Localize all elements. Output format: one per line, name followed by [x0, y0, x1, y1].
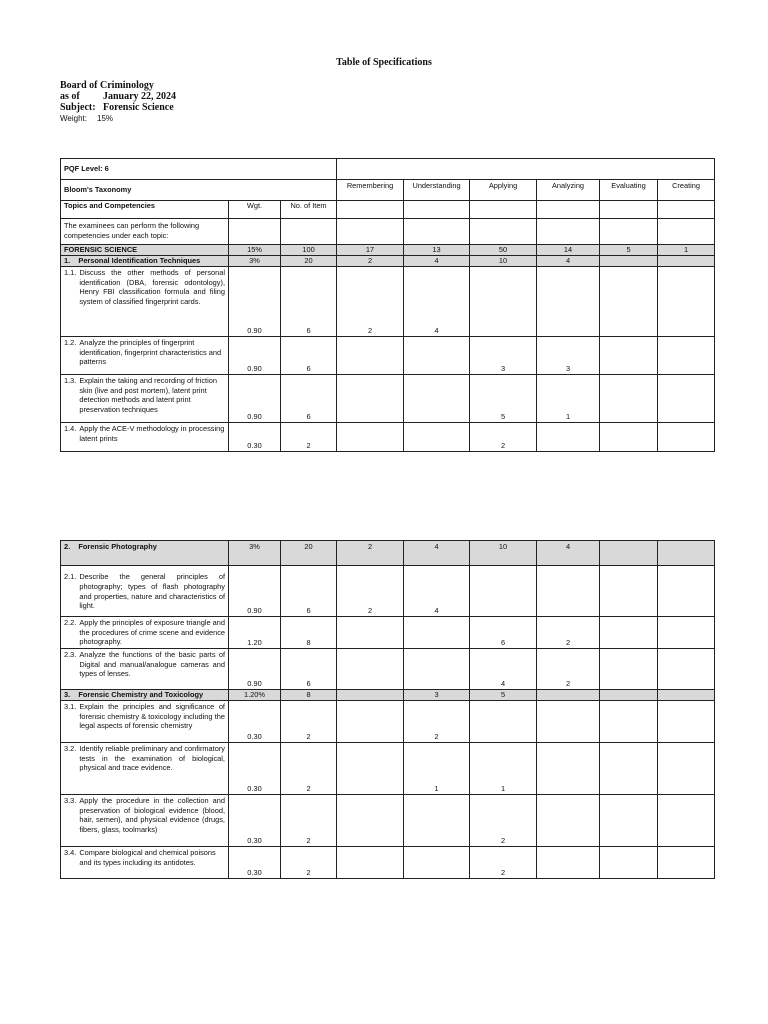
competency-cell [61, 267, 229, 337]
competency-understanding [404, 617, 470, 649]
weight-label: Weight: [60, 114, 87, 123]
competency-applying: 2 [470, 423, 537, 452]
total-creating: 1 [658, 245, 715, 256]
competency-cell [61, 649, 229, 690]
competency-items: 8 [281, 617, 337, 649]
pqf-level: PQF Level: 6 [61, 159, 337, 180]
topic-analyzing: 4 [537, 541, 600, 566]
subject-value: Forensic Science [103, 102, 174, 113]
subject-label: Subject: [60, 102, 96, 113]
competency-understanding: 1 [404, 743, 470, 795]
total-analyzing: 14 [537, 245, 600, 256]
competency-applying: 2 [470, 795, 537, 847]
level-analyzing: Analyzing [537, 180, 600, 201]
competency-cell [61, 337, 229, 375]
total-remembering: 17 [337, 245, 404, 256]
competency-understanding [404, 423, 470, 452]
competency-number: 2.1. [64, 572, 77, 582]
document-header [60, 80, 176, 124]
topics-header: Topics and Competencies [61, 201, 229, 219]
competency-row [61, 337, 715, 375]
competency-cell [61, 743, 229, 795]
competency-remembering [337, 743, 404, 795]
competency-items: 2 [281, 847, 337, 879]
total-applying: 50 [470, 245, 537, 256]
topic-label: Forensic Photography [78, 542, 157, 551]
competency-items: 2 [281, 423, 337, 452]
competency-remembering [337, 337, 404, 375]
competency-number: 1.4. [64, 424, 77, 433]
competency-row [61, 795, 715, 847]
topic-wgt: 1.20% [229, 690, 281, 701]
competency-number: 1.1. [64, 268, 77, 277]
level-applying: Applying [470, 180, 537, 201]
total-evaluating: 5 [600, 245, 658, 256]
competency-wgt: 0.90 [229, 649, 281, 690]
competency-applying: 5 [470, 375, 537, 423]
as-of-date: January 22, 2024 [103, 91, 177, 102]
competency-applying: 2 [470, 847, 537, 879]
topic-understanding: 4 [404, 256, 470, 267]
competency-analyzing: 2 [537, 617, 600, 649]
competency-number: 2.2. [64, 618, 77, 627]
competency-wgt: 0.30 [229, 423, 281, 452]
competency-items: 6 [281, 566, 337, 617]
competency-items: 2 [281, 743, 337, 795]
level-understanding: Understanding [404, 180, 470, 201]
competency-analyzing: 2 [537, 649, 600, 690]
competency-applying: 3 [470, 337, 537, 375]
competency-analyzing [537, 701, 600, 743]
competency-row [61, 617, 715, 649]
competency-items: 2 [281, 795, 337, 847]
topic-analyzing [537, 690, 600, 701]
topic-title [61, 256, 229, 267]
competency-remembering [337, 423, 404, 452]
competency-applying: 4 [470, 649, 537, 690]
competency-row [61, 847, 715, 879]
competency-text: Apply the principles of exposure triangle and the procedures of crime scene and evidence photography. [79, 618, 225, 647]
topic-remembering [337, 690, 404, 701]
competency-number: 3.1. [64, 702, 77, 711]
competency-analyzing: 1 [537, 375, 600, 423]
level-remembering: Remembering [337, 180, 404, 201]
competency-understanding [404, 847, 470, 879]
competency-remembering [337, 847, 404, 879]
subject-row [60, 102, 176, 113]
competency-text: Analyze the functions of the basic parts of Digital and manual/analogue cameras and types of lenses. [79, 650, 225, 679]
competency-applying [470, 701, 537, 743]
competency-understanding: 4 [404, 267, 470, 337]
competency-remembering [337, 701, 404, 743]
topic-label: Forensic Chemistry and Toxicology [78, 690, 204, 700]
topic-items: 20 [281, 541, 337, 566]
competency-remembering [337, 617, 404, 649]
competency-row [61, 267, 715, 337]
competency-cell [61, 423, 229, 452]
competency-analyzing [537, 566, 600, 617]
total-row [61, 245, 715, 256]
competency-number: 3.2. [64, 744, 77, 753]
competency-cell [61, 795, 229, 847]
competency-wgt: 0.30 [229, 701, 281, 743]
competency-analyzing [537, 847, 600, 879]
competency-analyzing [537, 267, 600, 337]
document-title: Table of Specifications [336, 57, 432, 68]
weight-row [60, 113, 176, 124]
competency-wgt: 0.90 [229, 267, 281, 337]
topic-analyzing: 4 [537, 256, 600, 267]
competency-row [61, 701, 715, 743]
competency-text: Apply the ACE-V methodology in processing latent prints [79, 424, 225, 443]
competency-items: 6 [281, 337, 337, 375]
competency-number: 1.3. [64, 376, 77, 385]
competency-wgt: 1.20 [229, 617, 281, 649]
competency-understanding: 2 [404, 701, 470, 743]
column-header-row [61, 201, 715, 219]
specification-table-1 [60, 158, 715, 452]
competency-wgt: 0.30 [229, 847, 281, 879]
topic-number: 3. [64, 690, 71, 700]
competency-analyzing [537, 795, 600, 847]
competency-wgt: 0.90 [229, 375, 281, 423]
topic-applying: 10 [470, 256, 537, 267]
competency-remembering [337, 375, 404, 423]
total-wgt: 15% [229, 245, 281, 256]
competency-number: 2.3. [64, 650, 77, 659]
competency-remembering [337, 649, 404, 690]
competency-row [61, 375, 715, 423]
competency-number: 1.2. [64, 338, 77, 347]
level-evaluating: Evaluating [600, 180, 658, 201]
competency-applying: 1 [470, 743, 537, 795]
wgt-header: Wgt. [229, 201, 281, 219]
topic-remembering: 2 [337, 256, 404, 267]
topic-wgt: 3% [229, 541, 281, 566]
competency-wgt: 0.30 [229, 795, 281, 847]
competency-cell [61, 566, 229, 617]
competency-understanding [404, 375, 470, 423]
competency-text: Explain the taking and recording of friction skin (live and post mortem), latent print detection methods and latent print preservation techniques [79, 376, 217, 414]
competency-number: 3.4. [64, 848, 77, 857]
competency-understanding [404, 795, 470, 847]
topic-applying: 10 [470, 541, 537, 566]
topic-applying: 5 [470, 690, 537, 701]
topic-remembering: 2 [337, 541, 404, 566]
topic-items: 20 [281, 256, 337, 267]
competency-cell [61, 375, 229, 423]
competency-text: Identify reliable preliminary and confirmatory tests in the examination of biological, physical and trace evidence. [79, 744, 225, 773]
competency-number: 3.3. [64, 796, 77, 805]
weight-value: 15% [97, 114, 114, 123]
total-label: FORENSIC SCIENCE [61, 245, 229, 256]
competency-understanding [404, 337, 470, 375]
topic-row [61, 256, 715, 267]
competency-items: 6 [281, 649, 337, 690]
competency-text: Discuss the other methods of personal identification (DBA, forensic odontology), Henry FBI classification formula and filing system of classified fingerprint cards. [79, 268, 225, 306]
topic-title [61, 541, 229, 566]
competency-wgt: 0.90 [229, 337, 281, 375]
items-header: No. of Item [281, 201, 337, 219]
topic-title [61, 690, 229, 701]
competency-analyzing [537, 423, 600, 452]
competency-text: Compare biological and chemical poisons and its types including its antidotes. [79, 848, 216, 867]
topic-items: 8 [281, 690, 337, 701]
competency-items: 2 [281, 701, 337, 743]
total-items: 100 [281, 245, 337, 256]
competency-row [61, 423, 715, 452]
topic-number: 1. [64, 256, 71, 266]
competency-text: Explain the principles and significance of forensic chemistry & toxicology including the legal aspects of forensic chemistry [79, 702, 225, 731]
specification-table-2 [60, 540, 715, 879]
competency-understanding: 4 [404, 566, 470, 617]
competency-remembering [337, 795, 404, 847]
intro-row [61, 219, 715, 245]
as-of-label: as of [60, 91, 80, 102]
competency-text: Describe the general principles of photography; types of flash photography and properties, nature and characteristics of light. [79, 572, 225, 611]
level-creating: Creating [658, 180, 715, 201]
topic-row [61, 690, 715, 701]
pqf-row [61, 159, 715, 180]
competency-cell [61, 847, 229, 879]
competency-items: 6 [281, 375, 337, 423]
competency-analyzing: 3 [537, 337, 600, 375]
bloom-row [61, 180, 715, 201]
board-name: Board of Criminology [60, 80, 154, 91]
topic-wgt: 3% [229, 256, 281, 267]
competency-wgt: 0.30 [229, 743, 281, 795]
competency-wgt: 0.90 [229, 566, 281, 617]
competency-text: Apply the procedure in the collection and preservation of biological evidence (blood, hair, semen), and physical evidence (drugs, fibers, glass, toolmarks) [79, 796, 225, 834]
competency-remembering: 2 [337, 267, 404, 337]
total-understanding: 13 [404, 245, 470, 256]
competency-row [61, 743, 715, 795]
topic-understanding: 4 [404, 541, 470, 566]
competency-applying [470, 267, 537, 337]
competency-row [61, 649, 715, 690]
competency-remembering: 2 [337, 566, 404, 617]
competency-applying: 6 [470, 617, 537, 649]
topic-number: 2. [64, 542, 71, 551]
competency-cell [61, 617, 229, 649]
topic-understanding: 3 [404, 690, 470, 701]
competency-items: 6 [281, 267, 337, 337]
competency-understanding [404, 649, 470, 690]
topic-label: Personal Identification Techniques [78, 256, 201, 266]
bloom-taxonomy-label: Bloom's Taxonomy [61, 180, 337, 201]
competency-text: Analyze the principles of fingerprint identification, fingerprint characteristics and patterns [79, 338, 222, 367]
competency-applying [470, 566, 537, 617]
intro-text: The examinees can perform the following competencies under each topic: [61, 219, 229, 245]
topic-row [61, 541, 715, 566]
as-of-row [60, 91, 176, 102]
competency-row [61, 566, 715, 617]
competency-cell [61, 701, 229, 743]
competency-analyzing [537, 743, 600, 795]
